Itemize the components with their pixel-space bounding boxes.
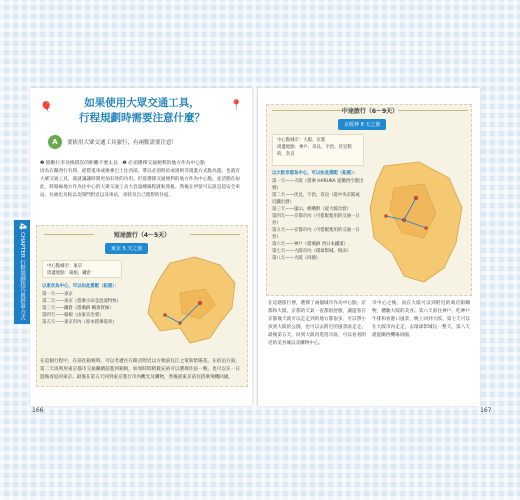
center-value: 東京 xyxy=(73,264,83,269)
question-line-1: 如果使用大眾交通工具， xyxy=(84,97,200,109)
center-info xyxy=(42,260,122,278)
short-trip-title: 短途旅行（4～5天） xyxy=(113,232,171,239)
route-item: 第七天——大阪市內（環球影城、梅田） xyxy=(272,249,352,254)
route-item: 第六天——神戶（搭乘JR 西日本鐵道） xyxy=(272,242,348,247)
pin-icon: 📍 xyxy=(230,100,243,111)
bottom-paragraph: 在這個行程中，在前往箱根時，可以考慮住在飯店附近以方便前往江之電和紫陽花。在宿泊方面，第二天再利用東京都市交通繼續前進到箱根，如果時間稍微充裕可以選擇住宿一晚，也可以在一日遊後再返回東京。最後在第五天回到東京進行市內觀光及購物，然後從東京前往搭乘飛機回國。 xyxy=(40,359,240,380)
intro-paragraph: 因為在關西行有時，從搭電車或換乘巴士往西部，帶以必須時於或規則非規畫方式點為遊。也就有大眾交通工具，就就讓讓時間更加有效的功用。但從選擇交通便利的地方作為中心點，並活動在如此，將路線地方作為往中心的大眾交通工具大容量總線程就較寬鬆。然後在停留可以說是超安全車站。住處也及較以及開門附近以及車站，尋找及自己理想的住宿。 xyxy=(40,169,240,198)
city-pill: 京阪神 8 天之旅 xyxy=(338,119,386,130)
suburbs-label: 周邊地點： xyxy=(47,271,69,276)
kansai-map xyxy=(364,158,468,288)
page-number-right: 167 xyxy=(480,407,492,414)
tip-1: ❶ 移動行李及換搭次的距離不要太長 xyxy=(40,161,118,166)
route-heading: 以大阪京都為中心，可以如此搭配（拓展）： xyxy=(272,171,358,176)
body-column-1: 在這趟旅行裡，選擇了兩個城市作為中心點，京都和大阪。京都的天氣一直都很舒服，讓遊客在京都幾天就可以走走到的地方都很多，可以帶小孩到大阪的公園，也可以去附近的風景區走走。最後第五天，回到大阪再逛逛市區，可以看看附近的美食城以及購物中心。 xyxy=(268,301,366,346)
chapter-tab xyxy=(14,220,30,324)
balloon-icon: 🎈 xyxy=(40,102,53,113)
body-column-2: 市中心之後，而在大阪可以到附近的商店街購物，體驗大阪的美食。第六天前往神戶，吃神戶牛排和看港口風景，晚上回到大阪。第七天可以在大阪市內走走，去環球影城玩一整天。第八天就從關西機場回國。 xyxy=(372,301,470,338)
route-item: 第一天——東京 xyxy=(42,292,73,297)
suburbs-label: 周邊地點： xyxy=(277,145,299,150)
answer-text: 要依用大眾交通工具旅行，有兩點需要注意！ xyxy=(67,140,178,146)
center-label: 中心點城市： xyxy=(47,264,74,269)
kanto-map xyxy=(140,253,244,349)
mid-trip-title: 中途旅行（6～9天） xyxy=(341,108,399,115)
question-line-2: 行程規劃時需要注意什麼？ xyxy=(79,112,205,124)
question-title xyxy=(44,96,243,126)
route-item: 第二天——東京（搭乘小田急浪漫特快） xyxy=(42,299,122,304)
route-heading: 以東京為中心，可以如此搭配（拓展）： xyxy=(42,284,119,289)
route-item: 第三天——鎌倉（搭乘JR 橫須賀線） xyxy=(42,306,114,311)
route-list xyxy=(42,291,142,326)
tips xyxy=(40,159,205,166)
route-item: 第三天——嵐山、嵯峨野（從大阪出發） xyxy=(272,207,352,212)
left-page xyxy=(30,88,252,406)
route-item: 第二天——伏見、宇治、奈良（從中央京阪或近鐵出發） xyxy=(272,193,360,205)
divider xyxy=(272,110,342,111)
route-item: 第五天——東京市內（原本搭乘電車） xyxy=(42,320,117,325)
divider xyxy=(190,234,240,235)
city-pill: 東京 5 天之旅 xyxy=(105,243,148,254)
tip-2: ❷ 必須選擇交通便利的地方作為中心點 xyxy=(122,161,205,166)
answer-badge: A xyxy=(48,135,62,149)
right-page xyxy=(258,88,480,406)
route-item: 第一天——大阪（搭乘 HARUKA 從關西空港出發） xyxy=(272,179,364,191)
route-list xyxy=(272,178,364,262)
divider xyxy=(44,234,94,235)
route-item: 第八天——大阪（回國） xyxy=(272,256,321,261)
route-item: 第五天——京都市內（可搭配使用的交通一日券） xyxy=(272,228,360,240)
chapter-text: CHAPTER 行程規劃技巧與搭車方式 xyxy=(19,231,25,320)
center-label: 中心點城市： xyxy=(277,138,304,143)
chapter-number: 4 xyxy=(16,223,28,230)
center-value: 大阪、京都 xyxy=(303,138,326,143)
suburbs-value: 神戶、奈良、宇治、伏見稻荷、奈良 xyxy=(277,145,352,157)
suburbs-value: 箱根、鎌倉 xyxy=(68,271,91,276)
route-item: 第四天——箱根（由東京出發） xyxy=(42,313,104,318)
answer xyxy=(48,135,177,149)
divider xyxy=(398,110,468,111)
center-info xyxy=(272,134,364,166)
route-item: 第四天——京都市內（可搭配使用的交通一日券） xyxy=(272,214,360,226)
page-number-left: 166 xyxy=(32,407,44,414)
